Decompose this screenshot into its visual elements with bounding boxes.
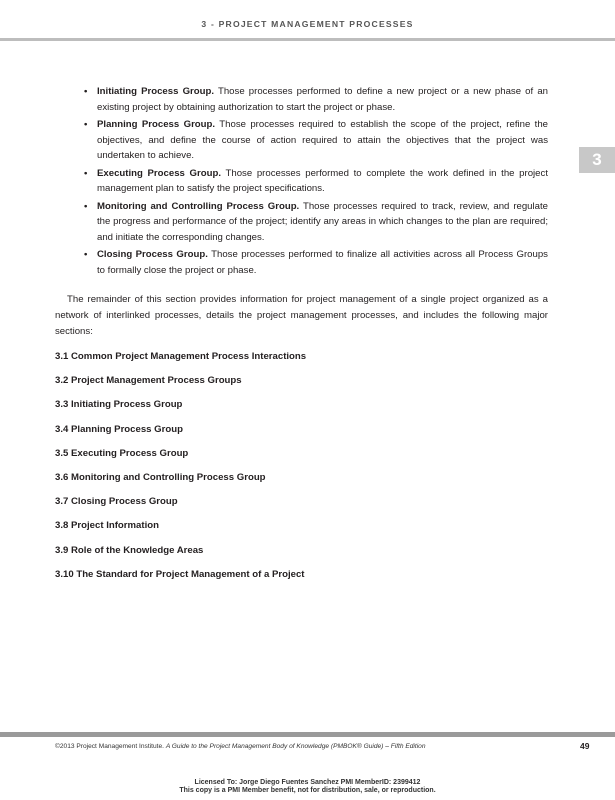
section-link-3-6[interactable]: 3.6 Monitoring and Controlling Process Group bbox=[55, 471, 266, 483]
intro-paragraph: The remainder of this section provides information for project management of a single project organized as a network of interlinked processes, details the project management processes, and includes the following major sections: bbox=[55, 294, 548, 337]
running-header: 3 - PROJECT MANAGEMENT PROCESSES bbox=[201, 19, 414, 29]
bullet-text: Those processes performed to finalize all activities across all Process Groups to formally close the project or phase. bbox=[97, 249, 548, 276]
chapter-tab: 3 bbox=[579, 147, 615, 173]
footer-copyright: ©2013 Project Management Institute. bbox=[55, 743, 164, 750]
footer-citation bbox=[55, 743, 426, 750]
bullet-text: Those processes required to establish the scope of the project, refine the objectives, and define the course of action required to attain the objectives that the project was undertaken to achieve. bbox=[97, 119, 549, 161]
bullet-term: Monitoring and Controlling Process Group. bbox=[97, 200, 300, 212]
section-link-3-4[interactable]: 3.4 Planning Process Group bbox=[55, 423, 183, 435]
section-link-3-10[interactable]: 3.10 The Standard for Project Management of a Project bbox=[55, 568, 305, 580]
list-item bbox=[82, 247, 548, 278]
page-number: 49 bbox=[580, 741, 590, 751]
license-line-2: This copy is a PMI Member benefit, not for distribution, sale, or reproduction. bbox=[179, 787, 436, 794]
license-line-1: Licensed To: Jorge Diego Fuentes Sanchez PMI MemberID: 2399412 bbox=[194, 779, 421, 786]
bullet-term: Closing Process Group. bbox=[97, 249, 208, 260]
footer-rule bbox=[0, 732, 615, 737]
section-link-3-2[interactable]: 3.2 Project Management Process Groups bbox=[55, 375, 242, 387]
footer-book-title: A Guide to the Project Management Body of Knowledge (PMBOK® Guide) – Fifth Edition bbox=[165, 743, 426, 750]
section-link-3-5[interactable]: 3.5 Executing Process Group bbox=[55, 447, 189, 459]
process-group-list bbox=[82, 84, 548, 280]
section-link-3-3[interactable]: 3.3 Initiating Process Group bbox=[55, 399, 183, 411]
bullet-text: Those processes performed to complete the work defined in the project management plan to satisfy the project specifications. bbox=[97, 167, 548, 194]
list-item bbox=[82, 117, 548, 164]
list-item bbox=[82, 199, 548, 246]
bullet-text: Those processes performed to define a new project or a new phase of an existing project by obtaining authorization to start the project or phase. bbox=[97, 86, 548, 113]
section-link-3-8[interactable]: 3.8 Project Information bbox=[55, 520, 159, 532]
section-link-3-9[interactable]: 3.9 Role of the Knowledge Areas bbox=[55, 544, 204, 556]
bullet-term: Planning Process Group. bbox=[97, 119, 216, 130]
list-item bbox=[82, 84, 548, 115]
section-link-3-1[interactable]: 3.1 Common Project Management Process Interactions bbox=[55, 351, 307, 362]
bullet-term: Executing Process Group. bbox=[97, 167, 221, 179]
bullet-text: Those processes required to track, review, and regulate the progress and performance of the project; identify any areas in which changes to the plan are required; and initiate the corresponding changes. bbox=[97, 200, 548, 243]
section-link-3-7[interactable]: 3.7 Closing Process Group bbox=[55, 496, 178, 508]
list-item bbox=[82, 166, 548, 197]
header-rule bbox=[0, 38, 615, 41]
bullet-term: Initiating Process Group. bbox=[97, 86, 215, 97]
section-list bbox=[55, 348, 535, 590]
license-notice bbox=[0, 779, 615, 795]
